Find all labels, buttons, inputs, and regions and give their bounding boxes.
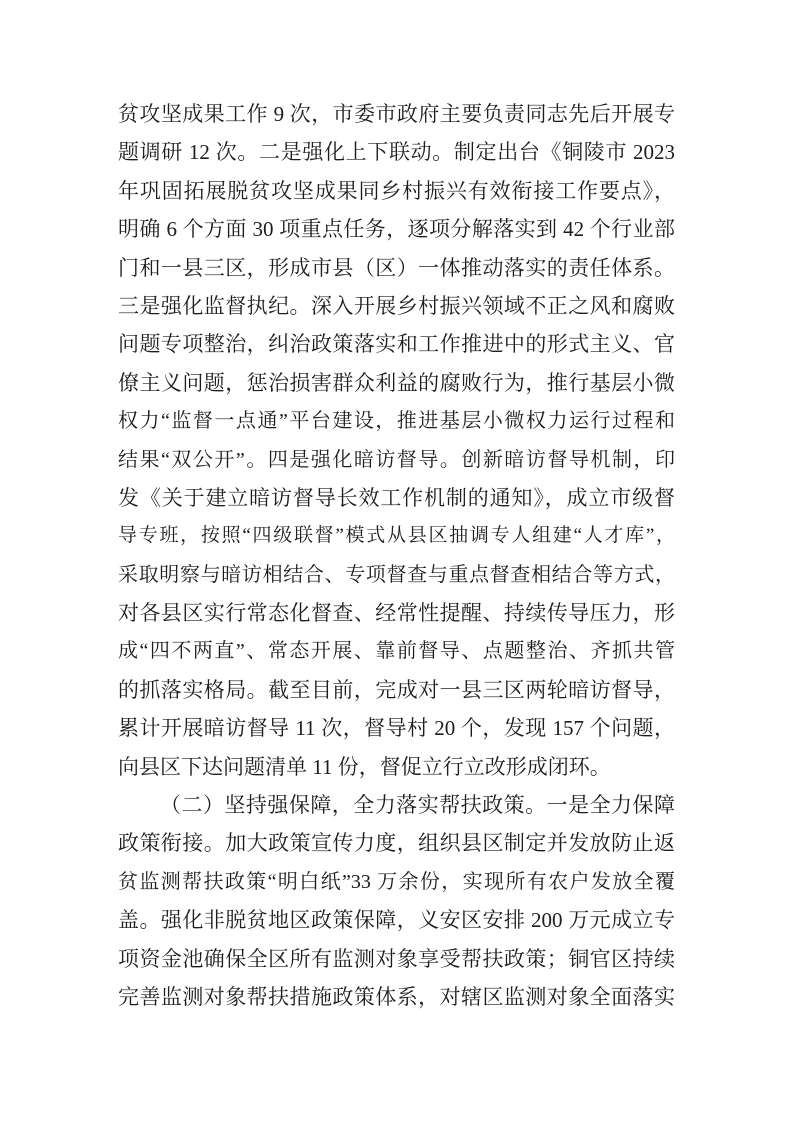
text-line: 明确 6 个方面 30 项重点任务，逐项分解落实到 42 个行业部	[118, 217, 675, 242]
text-line: 三是强化监督执纪。深入开展乡村振兴领域不正之风和腐败	[118, 293, 675, 318]
text-line: 成“四不两直”、常态开展、靠前督导、点题整治、齐抓共管	[118, 640, 675, 663]
text-line: 导专班，按照“四级联督”模式从县区抽调专人组建“人才库”，	[118, 525, 675, 547]
text-line: 盖。强化非脱贫地区政策保障，义安区安排 200 万元成立专	[118, 908, 675, 933]
text-line: 僚主义问题，惩治损害群众利益的腐败行为，推行基层小微	[118, 370, 675, 395]
text-line: 政策衔接。加大政策宣传力度，组织县区制定并发放防止返	[118, 831, 675, 856]
text-line: 门和一县三区，形成市县（区）一体推动落实的责任体系。	[118, 255, 675, 280]
text-line: 采取明察与暗访相结合、专项督查与重点督查相结合等方式，	[118, 563, 675, 586]
text-line: 完善监测对象帮扶措施政策体系，对辖区监测对象全面落实	[118, 984, 675, 1009]
text-line: （二）坚持强保障，全力落实帮扶政策。一是全力保障	[160, 793, 675, 818]
text-line: 问题专项整治，纠治政策落实和工作推进中的形式主义、官	[118, 332, 675, 357]
text-line: 向县区下达问题清单 11 份，督促立行立改形成闭环。	[118, 754, 611, 779]
text-line: 发《关于建立暗访督导长效工作机制的通知》，成立市级督	[118, 485, 675, 510]
text-line: 贫监测帮扶政策“明白纸”33 万余份，实现所有农户发放全覆	[118, 870, 675, 893]
text-line: 结果“双公开”。四是强化暗访督导。创新暗访督导机制，印	[118, 448, 675, 471]
text-line: 题调研 12 次。二是强化上下联动。制定出台《铜陵市 2023	[118, 140, 675, 165]
text-line: 年巩固拓展脱贫攻坚成果同乡村振兴有效衔接工作要点》，	[118, 178, 675, 203]
page-body-text	[118, 95, 675, 1016]
text-line: 累计开展暗访督导 11 次，督导村 20 个，发现 157 个问题，	[118, 716, 675, 741]
text-line: 项资金池确保全区所有监测对象享受帮扶政策；铜官区持续	[118, 946, 675, 971]
text-line: 的抓落实格局。截至目前，完成对一县三区两轮暗访督导，	[118, 677, 675, 702]
text-line: 对各县区实行常态化督查、经常性提醒、持续传导压力，形	[118, 601, 675, 626]
text-line: 权力“监督一点通”平台建设，推进基层小微权力运行过程和	[118, 410, 675, 433]
text-line: 贫攻坚成果工作 9 次，市委市政府主要负责同志先后开展专	[118, 102, 675, 126]
